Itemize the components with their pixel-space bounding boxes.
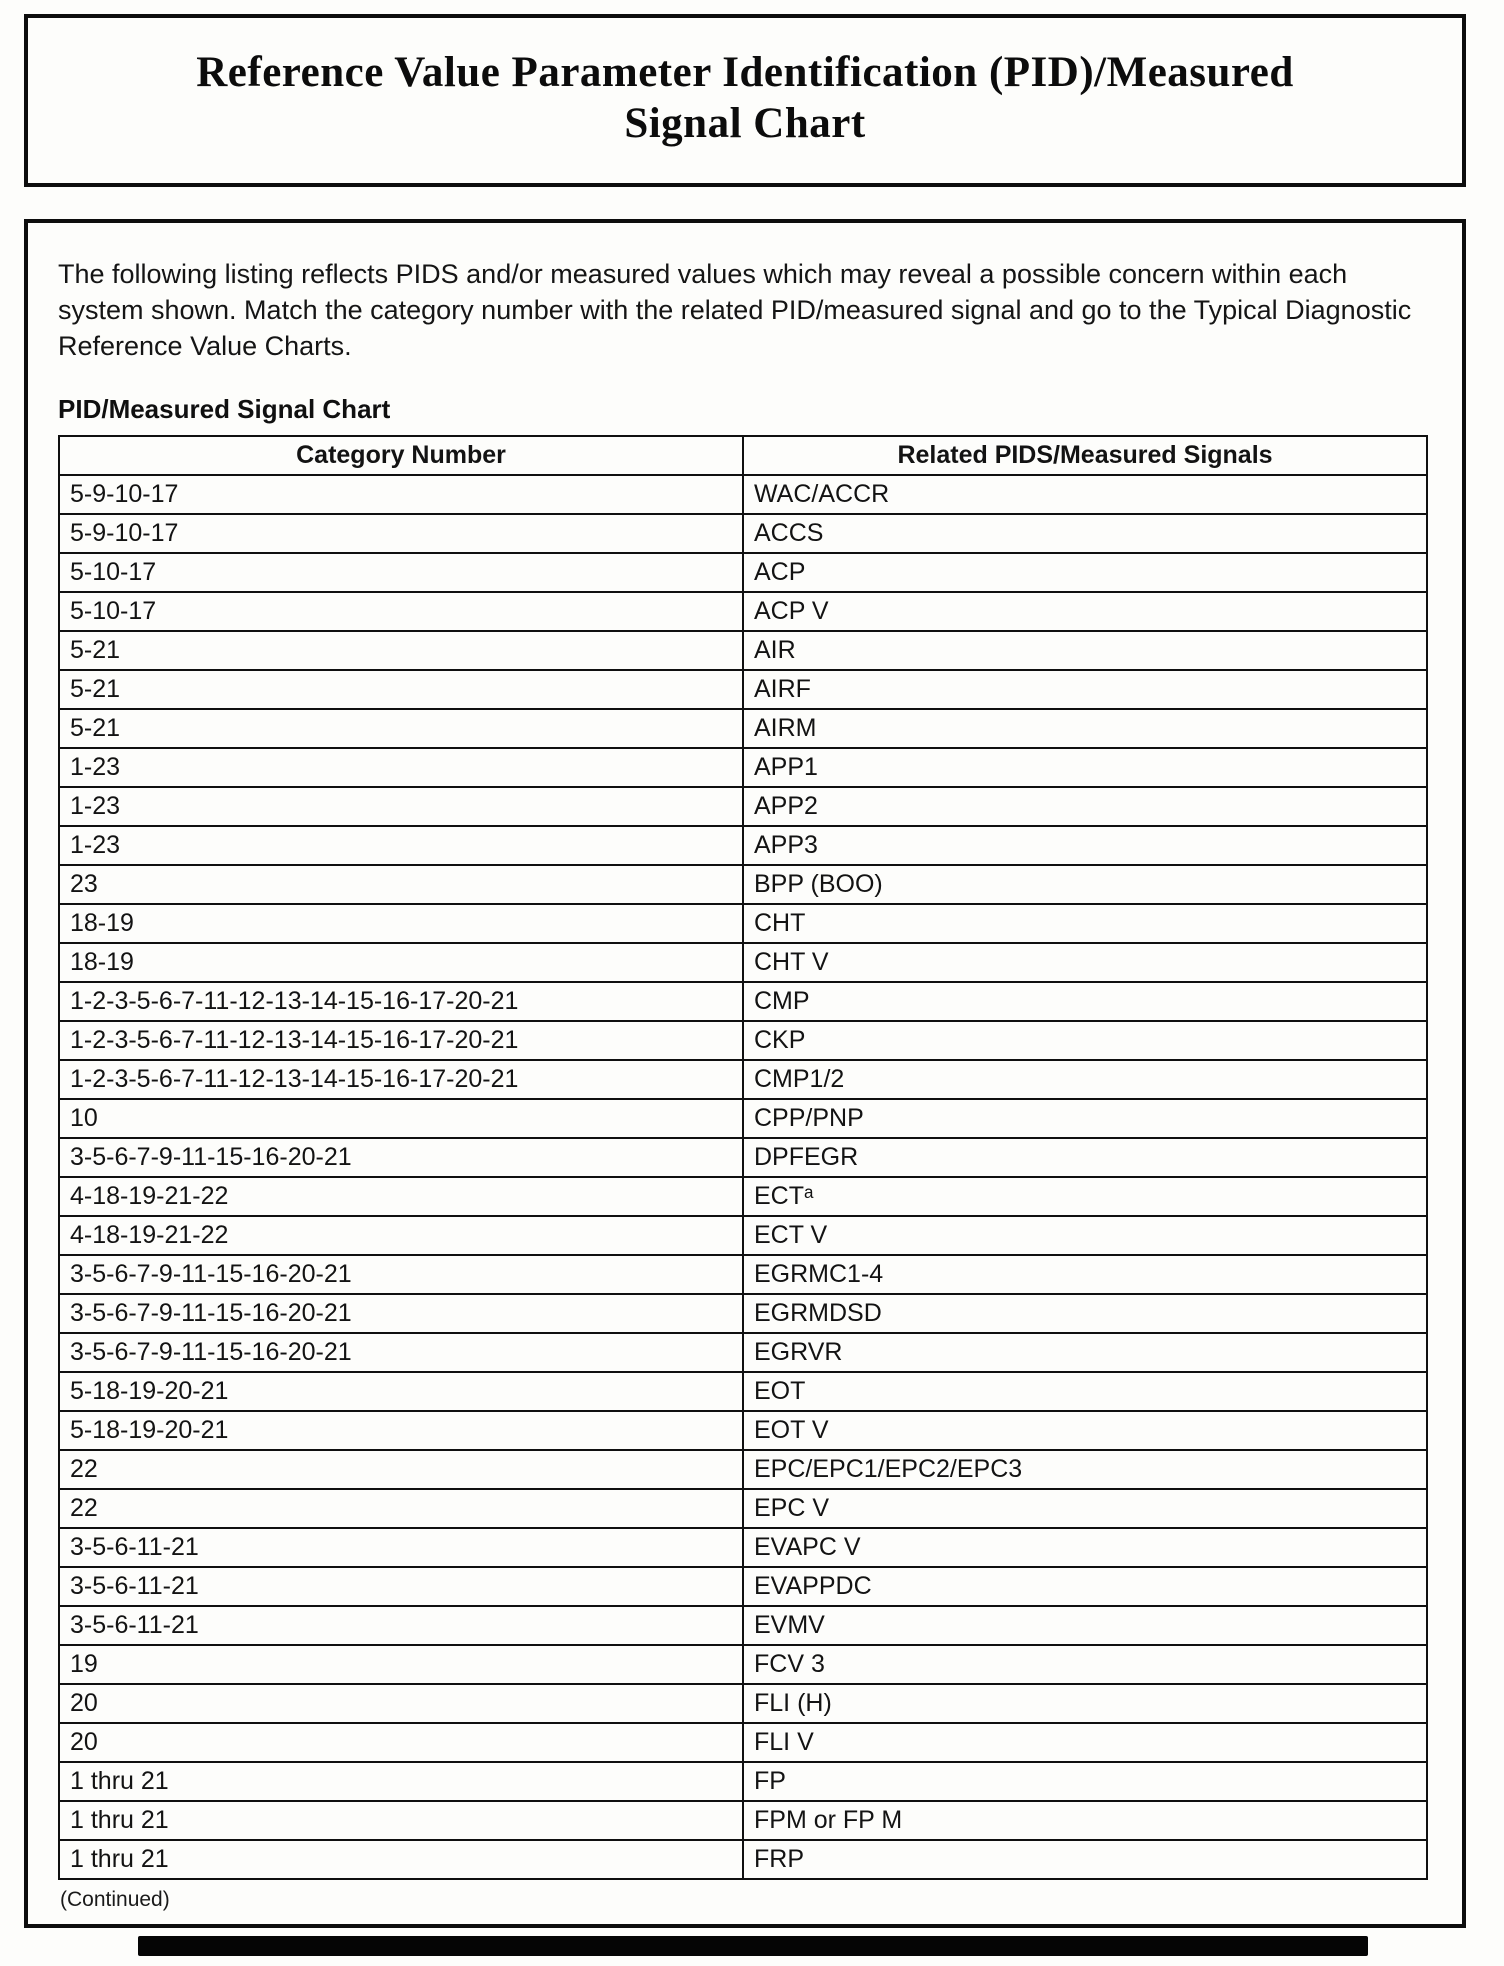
pid-signal-cell: APP1 <box>743 748 1427 787</box>
pid-signal-cell: EPC V <box>743 1489 1427 1528</box>
intro-paragraph: The following listing reflects PIDS and/or measured values which may reveal a possible concern within each system shown. Match the category number with the related PID/measured signal and go to the Typical Diagnostic Reference Value Charts. <box>58 259 1412 361</box>
category-number-cell: 1-23 <box>59 826 743 865</box>
pid-signal-cell: FPM or FP M <box>743 1801 1427 1840</box>
pid-signal-cell: DPFEGR <box>743 1138 1427 1177</box>
table-row <box>59 1567 1427 1606</box>
table-row <box>59 1528 1427 1567</box>
category-number-cell: 1-2-3-5-6-7-11-12-13-14-15-16-17-20-21 <box>59 1021 743 1060</box>
pid-signal-cell: EOT <box>743 1372 1427 1411</box>
table-row <box>59 1021 1427 1060</box>
table-row <box>59 1684 1427 1723</box>
pid-signal-cell: ACP <box>743 553 1427 592</box>
pid-signal-cell: APP2 <box>743 787 1427 826</box>
continued-note: (Continued) <box>60 1888 170 1912</box>
category-number-cell: 3-5-6-11-21 <box>59 1528 743 1567</box>
category-number-cell: 20 <box>59 1684 743 1723</box>
pid-signal-cell: ECTᵃ <box>743 1177 1427 1216</box>
table-row <box>59 631 1427 670</box>
category-number-cell: 1 thru 21 <box>59 1840 743 1879</box>
content-box <box>24 219 1466 1928</box>
category-number-cell: 5-10-17 <box>59 553 743 592</box>
page-title-line-1: Reference Value Parameter Identification (PID)/Measured <box>196 49 1294 96</box>
category-number-cell: 1 thru 21 <box>59 1762 743 1801</box>
title-box <box>24 14 1466 187</box>
pid-signal-cell: ACP V <box>743 592 1427 631</box>
pid-signal-cell: EGRMC1-4 <box>743 1255 1427 1294</box>
table-row <box>59 1216 1427 1255</box>
table-row <box>59 670 1427 709</box>
category-number-cell: 5-21 <box>59 670 743 709</box>
page-title <box>52 48 1438 149</box>
category-number-cell: 1-2-3-5-6-7-11-12-13-14-15-16-17-20-21 <box>59 982 743 1021</box>
category-number-cell: 5-9-10-17 <box>59 514 743 553</box>
pid-signal-cell: CKP <box>743 1021 1427 1060</box>
category-number-cell: 1-23 <box>59 787 743 826</box>
category-number-cell: 22 <box>59 1489 743 1528</box>
pid-signal-cell: EPC/EPC1/EPC2/EPC3 <box>743 1450 1427 1489</box>
pid-signal-cell: ECT V <box>743 1216 1427 1255</box>
section-heading: PID/Measured Signal Chart <box>58 394 391 425</box>
table-header-row <box>59 436 1427 475</box>
table-row <box>59 1645 1427 1684</box>
table-row <box>59 982 1427 1021</box>
table-row <box>59 1333 1427 1372</box>
pid-table <box>58 435 1428 1880</box>
pid-signal-cell: FP <box>743 1762 1427 1801</box>
pid-signal-cell: CMP <box>743 982 1427 1021</box>
table-row <box>59 943 1427 982</box>
pid-signal-cell: WAC/ACCR <box>743 475 1427 514</box>
table-row <box>59 1489 1427 1528</box>
pid-table-body <box>59 475 1427 1879</box>
pid-signal-cell: AIRM <box>743 709 1427 748</box>
table-row <box>59 1801 1427 1840</box>
category-number-cell: 5-18-19-20-21 <box>59 1411 743 1450</box>
table-row <box>59 1177 1427 1216</box>
table-row <box>59 1138 1427 1177</box>
table-row <box>59 1294 1427 1333</box>
category-number-cell: 18-19 <box>59 904 743 943</box>
pid-signal-cell: CHT <box>743 904 1427 943</box>
pid-signal-cell: FCV 3 <box>743 1645 1427 1684</box>
table-row <box>59 748 1427 787</box>
table-row <box>59 709 1427 748</box>
category-number-cell: 3-5-6-7-9-11-15-16-20-21 <box>59 1294 743 1333</box>
pid-signal-cell: EOT V <box>743 1411 1427 1450</box>
table-row <box>59 514 1427 553</box>
table-row <box>59 1411 1427 1450</box>
pid-signal-cell: EGRVR <box>743 1333 1427 1372</box>
table-row <box>59 1606 1427 1645</box>
table-row <box>59 1840 1427 1879</box>
table-row <box>59 1372 1427 1411</box>
pid-signal-cell: EVAPC V <box>743 1528 1427 1567</box>
pid-signal-cell: CPP/PNP <box>743 1099 1427 1138</box>
pid-signal-cell: ACCS <box>743 514 1427 553</box>
pid-signal-cell: EGRMDSD <box>743 1294 1427 1333</box>
table-row <box>59 826 1427 865</box>
pid-table-head <box>59 436 1427 475</box>
category-number-cell: 3-5-6-7-9-11-15-16-20-21 <box>59 1333 743 1372</box>
pid-signal-cell: AIR <box>743 631 1427 670</box>
category-number-cell: 19 <box>59 1645 743 1684</box>
category-number-cell: 3-5-6-11-21 <box>59 1567 743 1606</box>
table-row <box>59 787 1427 826</box>
table-row <box>59 1060 1427 1099</box>
pid-signal-cell: EVAPPDC <box>743 1567 1427 1606</box>
category-number-cell: 10 <box>59 1099 743 1138</box>
pid-signal-cell: AIRF <box>743 670 1427 709</box>
category-number-cell: 5-10-17 <box>59 592 743 631</box>
table-row <box>59 1762 1427 1801</box>
pid-signal-cell: CHT V <box>743 943 1427 982</box>
header-category-number: Category Number <box>59 436 743 475</box>
category-number-cell: 5-18-19-20-21 <box>59 1372 743 1411</box>
category-number-cell: 4-18-19-21-22 <box>59 1177 743 1216</box>
category-number-cell: 22 <box>59 1450 743 1489</box>
pid-signal-cell: BPP (BOO) <box>743 865 1427 904</box>
table-row <box>59 592 1427 631</box>
pid-signal-cell: EVMV <box>743 1606 1427 1645</box>
table-row <box>59 1099 1427 1138</box>
table-row <box>59 1255 1427 1294</box>
category-number-cell: 3-5-6-7-9-11-15-16-20-21 <box>59 1138 743 1177</box>
category-number-cell: 3-5-6-7-9-11-15-16-20-21 <box>59 1255 743 1294</box>
category-number-cell: 5-21 <box>59 631 743 670</box>
category-number-cell: 1 thru 21 <box>59 1801 743 1840</box>
category-number-cell: 20 <box>59 1723 743 1762</box>
table-row <box>59 553 1427 592</box>
category-number-cell: 23 <box>59 865 743 904</box>
pid-signal-cell: FLI V <box>743 1723 1427 1762</box>
table-row <box>59 904 1427 943</box>
category-number-cell: 18-19 <box>59 943 743 982</box>
category-number-cell: 4-18-19-21-22 <box>59 1216 743 1255</box>
pid-signal-cell: CMP1/2 <box>743 1060 1427 1099</box>
table-row <box>59 1723 1427 1762</box>
header-related-pids: Related PIDS/Measured Signals <box>743 436 1427 475</box>
category-number-cell: 1-2-3-5-6-7-11-12-13-14-15-16-17-20-21 <box>59 1060 743 1099</box>
pid-signal-cell: FLI (H) <box>743 1684 1427 1723</box>
pid-signal-cell: APP3 <box>743 826 1427 865</box>
pid-signal-cell: FRP <box>743 1840 1427 1879</box>
category-number-cell: 5-9-10-17 <box>59 475 743 514</box>
category-number-cell: 5-21 <box>59 709 743 748</box>
scan-artifact-bar <box>138 1936 1368 1956</box>
table-row <box>59 865 1427 904</box>
category-number-cell: 3-5-6-11-21 <box>59 1606 743 1645</box>
page-title-line-2: Signal Chart <box>624 99 866 147</box>
table-row <box>59 475 1427 514</box>
category-number-cell: 1-23 <box>59 748 743 787</box>
table-row <box>59 1450 1427 1489</box>
